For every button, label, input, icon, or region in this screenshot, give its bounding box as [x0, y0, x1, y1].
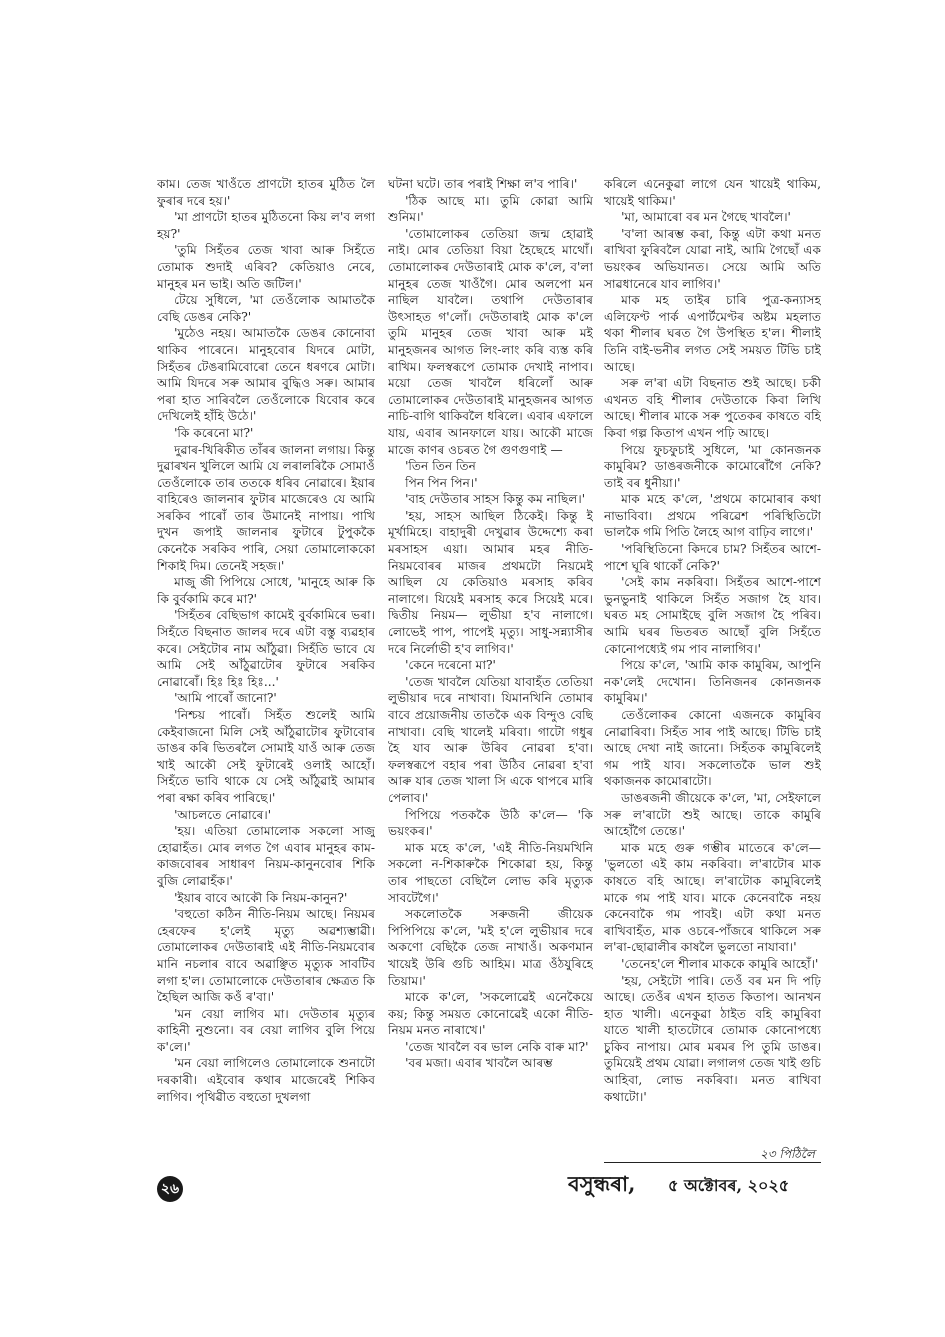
paragraph: 'তেনেহ'লে শীলাৰ মাককে কামুৰি আহোঁ।'	[621, 956, 819, 971]
paragraph: সকলোতকৈ সৰুজনী জীয়েক পিপিপিয়ে ক'লে, 'মই হ'লে লুভীয়াৰ দৰে অকণো বেছিকৈ তেজ নাখাওঁ। অকণমান খায়েই উৰি গুচি আহিম। মাত্ৰ ওঁঠযুৰিহে তিয়াম।'	[388, 907, 593, 988]
paragraph: দুৱাৰ-খিৰিকীত তাঁৰৰ জালনা লগায়। কিন্তু দুৱাৰখন খুলিলে আমি যে লৰালৰিকৈ সোমাওঁ তেওঁলোকে তাৰ ততকে ধৰিব নোৱাৰে। ইয়াৰ বাহিৰেও জালনাৰ ফুটাৰ মাজেৰেও যে আমি সৰকিব পাৰোঁ তাৰ উমানেই নাপায়। পাখি দুখন জপাই জালনাৰ ফুটাৰে টুপুককৈ কেনেকৈ সৰকিব পাৰি, সেয়া তোমালোককো শিকাই দিম। তেনেই সহজ।'	[157, 442, 375, 573]
paragraph: মাক মহে ক'লে, 'প্ৰথমে কামোৰাৰ কথা নাভাবিবা। প্ৰথমে পৰিৱেশ পৰিস্থিতিটো ভালকৈ গমি পিতি লৈহে আগ বাঢ়িব লাগে।'	[604, 492, 821, 540]
paragraph: 'আমি পাৰোঁ জানো?'	[174, 691, 277, 706]
paragraph: 'ইয়াৰ বাবে আকৌ কি নিয়ম-কানুন?'	[174, 890, 348, 905]
paragraph: ঘটনা ঘটে। তাৰ পৰাই শিক্ষা ল'ব পাৰি।'	[388, 177, 578, 191]
paragraph: 'মন বেয়া লাগিব মা। দেউতাৰ মৃত্যুৰ কাহিনী নুশুনো। বৰ বেয়া লাগিব বুলি পিয়ে ক'লে।'	[157, 1006, 375, 1054]
page-number-badge: ২৬	[157, 1176, 183, 1202]
article-column-3	[604, 176, 821, 1292]
paragraph: 'তিন তিন তিন	[405, 459, 476, 474]
paragraph: 'আচলতে নোৱাৰে।'	[174, 807, 272, 822]
paragraph: মাক মহ তাইৰ চাৰি পুত্ৰ-কন্যাসহ এলিফেণ্ট পাৰ্ক এপাৰ্টমেণ্টৰ অষ্টম মহলাত থকা শীলাৰ ঘৰত গৈ উপস্থিত হ'ল। শীলাই তিনি বাই-ভনীৰ লগত সেই সময়ত টিভি চাই আছে।	[604, 293, 821, 374]
paragraph: 'তোমালোকৰ তেতিয়া জন্ম হোৱাই নাই। মোৰ তেতিয়া বিয়া হৈছেহে মাথোঁ। তোমালোকৰ দেউতাৰাই মোক ক'লে, ব'লা মানুহৰ তেজ খাওঁগৈ। মোৰ অলপো মন নাছিল যাবলৈ। তথাপি দেউতাৰাৰ উৎসাহত গ'লোঁ। দেউতাৰাই মোক ক'লে তুমি মানুহৰ তেজ খাবা আৰু মই মানুহজনৰ আগত লিং-লাং কৰি ব্যস্ত কৰি ৰাখিম। ফলস্বৰূপে তোমাক দেখাই নাপাব। ময়ো তেজ খাবলৈ ধৰিলোঁ আৰু তোমালোকৰ দেউতাৰাই মানুহজনৰ আগত নাচি-বাগি থাকিবলৈ ধৰিলে। এবাৰ এফালে যায়, এবাৰ আনফালে যায়। আকৌ মাজে মাজে কাণৰ ওচৰত গৈ গুণগুণাই —	[388, 226, 593, 457]
paragraph: 'মুঠেও নহয়। আমাতকৈ ডেঙৰ কোনোবা থাকিব পাৰেনে। মানুহবোৰ যিদৰে মোটা, সিহঁতৰ টেঙৰামিবোৰো তেনে ধৰণৰে মোটা। আমি যিদৰে সৰু আমাৰ বুদ্ধিও সৰু। আমাৰ পৰা হাত সাৰিবলৈ তেওঁলোকে যিবোৰ কৰে দেখিলেই হাঁহি উঠে।'	[157, 326, 375, 424]
paragraph: 'মা প্ৰাণটো হাতৰ মুঠিতনো কিয় ল'ব লগা হয়?'	[157, 210, 375, 241]
paragraph: পিয়ে ফুচফুচাই সুধিলে, 'মা কোনজনক কামুৰিম? ডাঙৰজনীকে কামোৰোঁগৈ নেকি? তাই বৰ ধুনীয়া।'	[604, 442, 821, 490]
paragraph: 'বাহ দেউতাৰ সাহস কিন্তু কম নাছিল।'	[405, 492, 586, 507]
paragraph: মাকে ক'লে, 'সকলোৱেই এনেকৈয়ে কয়; কিন্তু সময়ত কোনোৱেই একো নীতি-নিয়ম মনত নাৰাখে।'	[388, 990, 593, 1038]
paragraph: 'মা, আমাৰো বৰ মন গৈছে খাবলৈ।'	[621, 210, 791, 225]
paragraph: 'ব'লা আৰম্ভ কৰা, কিন্তু এটা কথা মনত ৰাখিবা ফুৰিবলৈ যোৱা নাই, আমি গৈছোঁ এক ভয়ংকৰ অভিযানত। সেয়ে আমি অতি সাৱধানেৰে যাব লাগিব।'	[604, 226, 821, 291]
issue-date: ৫ অক্টোবৰ, ২০২৫	[668, 1176, 790, 1195]
paragraph: কাম। তেজ খাওঁতে প্ৰাণটো হাতৰ মুঠিত লৈ ফুৰাৰ দৰে হয়।'	[157, 177, 375, 208]
paragraph: 'মন বেয়া লাগিলেও তোমালোকে শুনাটো দৰকাৰী। এইবোৰ কথাৰ মাজেৰেই শিকিব লাগিব। পৃথিৱীত বহুতো দুখলগা	[157, 1056, 375, 1104]
paragraph: পিয়ে ক'লে, 'আমি কাক কামুৰিম, আপুনি নক'লেই দেখোন। তিনিজনৰ কোনজনক কামুৰিম।'	[604, 658, 821, 706]
paragraph: 'তেজ খাবলৈ বৰ ভাল নেকি বাৰু মা?'	[405, 1039, 589, 1054]
paragraph: 'পৰিস্থিতিনো কিদৰে চাম? সিহঁতৰ আশে-পাশে ঘূৰি থাকোঁ নেকি?'	[604, 542, 821, 573]
paragraph: 'নিশ্চয় পাৰোঁ। সিহঁত শুলেই আমি কেইবাজনো মিলি সেই আঁঠুৱাটোৰ ফুটাবোৰ ডাঙৰ কৰি ভিতৰলৈ সোমাই যাওঁ আৰু তেজ খাই আকৌ সেই ফুটাৰেই ওলাই আহোঁ। সিহঁতে ভাবি থাকে যে সেই আঁঠুৱাই আমাৰ পৰা ৰক্ষা কৰিব পাৰিছে।'	[157, 708, 375, 805]
article-column-1	[157, 176, 375, 1292]
paragraph: 'তুমি সিহঁতৰ তেজ খাবা আৰু সিহঁতে তোমাক শুদাই এৰিব? কেতিয়াও নেৰে, মানুহৰ মন ভাই। অতি জটিল।'	[157, 243, 375, 291]
paragraph: 'সিহঁতৰ বেছিভাগ কামেই বুৰ্বকামিৰে ভৰা। সিহঁতে বিছনাত জালৰ দৰে এটা বস্তু ব্যৱহাৰ কৰে। সেইটোৰ নাম আঁঠুৱা। সিহঁতি ভাবে যে আমি সেই আঁঠুৱাটোৰ ফুটাৰে সৰকিব নোৱাৰোঁ। হিঃ হিঃ হিঃ...'	[157, 608, 375, 689]
continued-note: ২৩ পিঠিলৈ	[760, 1147, 815, 1161]
paragraph: মাক মহে ক'লে, 'এই নীতি-নিয়মখিনি সকলো ন-শিকাৰুকৈ শিকোৱা হয়, কিন্তু তাৰ পাছতো বেছিলৈ লোভ কৰি মৃত্যুক সাবটেগৈ।'	[388, 840, 593, 905]
paragraph: সৰু ল'ৰা এটা বিছনাত শুই আছে। চকী এখনত বহি শীলাৰ দেউতাকে কিবা লিখি আছে। শীলাৰ মাকে সৰু পুতেকৰ কাষতে বহি কিবা গল্প কিতাপ এখন পঢ়ি আছে।	[604, 376, 821, 440]
paragraph: ডাঙৰজনী জীয়েকে ক'লে, 'মা, সেইফালে সৰু ল'ৰাটো শুই আছে। তাকে কামুৰি আহোঁগৈ তেন্তে।'	[604, 790, 821, 839]
article-column-2	[388, 176, 593, 1292]
paragraph: 'তেজ খাবলৈ যেতিয়া যাবাহঁত তেতিয়া লুভীয়াৰ দৰে নাখাবা। যিমানখিনি তোমাৰ বাবে প্ৰয়োজনীয় তাতকৈ এক বিন্দুও বেছি নাখাবা। বেছি খালেই মৰিবা। গাটো গধুৰ হৈ যাব আৰু উৰিব নোৱৰা হ'বা। ফলস্বৰূপে বহাৰ পৰা উঠিব নোৱৰা হ'বা আৰু যাৰ তেজ খালা সি একে থাপৰে মাৰি পেলাব।'	[388, 674, 593, 805]
paragraph: তেওঁলোকৰ কোনো এজনকে কামুৰিব নোৱাৰিবা। সিহঁত সাৰ পাই আছে। টিভি চাই আছে দেখা নাই জানো। সিহঁতক কামুৰিলেই গম পাই যাব। সকলোতকৈ ভাল শুই থকাজনক কামোৰাটো।	[604, 708, 821, 789]
paragraph: 'হয়, সেইটো পাৰি। তেওঁ বৰ মন দি পঢ়ি আছে। তেওঁৰ এখন হাতত কিতাপ। আনখন হাত খালী। এনেকুৱা ঠাইত বহি কামুৰিবা যাতে খালী হাতটোৰে তোমাক কোনোপধ্যে চুকিব নাপায়। মোৰ মৰমৰ পি তুমি ডাঙৰ। তুমিয়েই প্ৰথম যোৱা। লগালগ তেজ খাই গুচি আহিবা, লোভ নকৰিবা। মনত ৰাখিবা কথাটো।'	[604, 973, 821, 1104]
paragraph: মাক মহে গুৰু গম্ভীৰ মাতেৰে ক'লে— 'ভুলতো এই কাম নকৰিবা। ল'ৰাটোৰ মাক কাষতে বহি আছে। ল'ৰাটোক কামুৰিলেই মাকে গম পাই যাব। মাকে কেনেবাকৈ নহয় কেনেবাকৈ গম পাবই। এটা কথা মনত ৰাখিবাহঁত, মাক ওচৰে-পাঁজৰে থাকিলে সৰু ল'ৰা-ছোৱালীৰ কাষলৈ ভুলতো নাযাবা।'	[604, 840, 821, 955]
column-end-rule	[604, 1162, 821, 1163]
paragraph: 'হয়, সাহস আছিল ঠিকেই। কিন্তু ই মূৰ্খামিহে। বাহাদুৰী দেখুৱাৰ উদ্দেশ্যে কৰা মৰসাহস এয়া। আমাৰ মহৰ নীতি-নিয়মবোৰৰ মাজৰ প্ৰথমটো নিয়মেই আছিল যে কেতিয়াও মৰসাহ কৰিব নালাগে। যিয়েই মৰসাহ কৰে সিয়েই মৰে। দ্বিতীয় নিয়ম— লুভীয়া হ'ব নালাগে। লোভেই পাপ, পাপেই মৃত্যু। সাধু-সন্ন্যাসীৰ দৰে নিৰ্লোভী হ'ব লাগিব।'	[388, 508, 593, 656]
paragraph: 'সেই কাম নকৰিবা। সিহঁতৰ আশে-পাশে ভুনভুনাই থাকিলে সিহঁত সজাগ হৈ যাব। ঘৰত মহ সোমাইছে বুলি সজাগ হৈ পৰিব। আমি ঘৰৰ ভিতৰত আছোঁ বুলি সিহঁতে কোনোপধ্যেই গম পাব নালাগিব।'	[604, 575, 821, 656]
magazine-title: বসুন্ধৰা,	[568, 1171, 636, 1196]
paragraph: কৰিলে এনেকুৱা লাগে যেন খায়েই থাকিম, খায়েই থাকিম।'	[604, 177, 821, 208]
paragraph: 'কেনে দৰেনো মা?'	[405, 658, 496, 673]
paragraph: 'বৰ মজা। এবাৰ খাবলৈ আৰম্ভ	[405, 1056, 553, 1071]
paragraph: মাজু জী পিপিয়ে সোধে, 'মানুহে আৰু কি কি বুৰ্বকামি কৰে মা?'	[157, 575, 375, 606]
paragraph: 'বহুতো কঠিন নীতি-নিয়ম আছে। নিয়মৰ হেৰফেৰ হ'লেই মৃত্যু অৱশ্যম্ভাৱী। তোমালোকৰ দেউতাৰাই এই নীতি-নিয়মবোৰ মানি নচলাৰ বাবে অৱাঞ্ছিত মৃত্যুক সাবটিব লগা হ'ল। তোমালোকে দেউতাৰাৰ ক্ষেত্ৰত কি হৈছিল আজি কওঁ ৰ'বা।'	[157, 907, 375, 1005]
paragraph: 'কি কৰেনো মা?'	[174, 425, 254, 440]
paragraph: পিপিয়ে পতককৈ উঠি ক'লে— 'কি ভয়ংকৰ।'	[388, 807, 593, 839]
paragraph: টেয়ে সুধিলে, 'মা তেওঁলোক আমাতকৈ বেছি ডেঙৰ নেকি?'	[157, 293, 375, 324]
paragraph: 'ঠিক আছে মা। তুমি কোৱা আমি শুনিম।'	[388, 193, 593, 225]
paragraph: 'হয়। এতিয়া তোমালোক সকলো সাজু হোৱাহঁত। মোৰ লগত গৈ এবাৰ মানুহৰ কাম-কাজবোৰৰ সাধাৰণ নিয়ম-কানুনবোৰ শিকি বুজি লোৱাহঁক।'	[157, 824, 375, 888]
paragraph: পিন পিন পিন।'	[405, 475, 478, 490]
